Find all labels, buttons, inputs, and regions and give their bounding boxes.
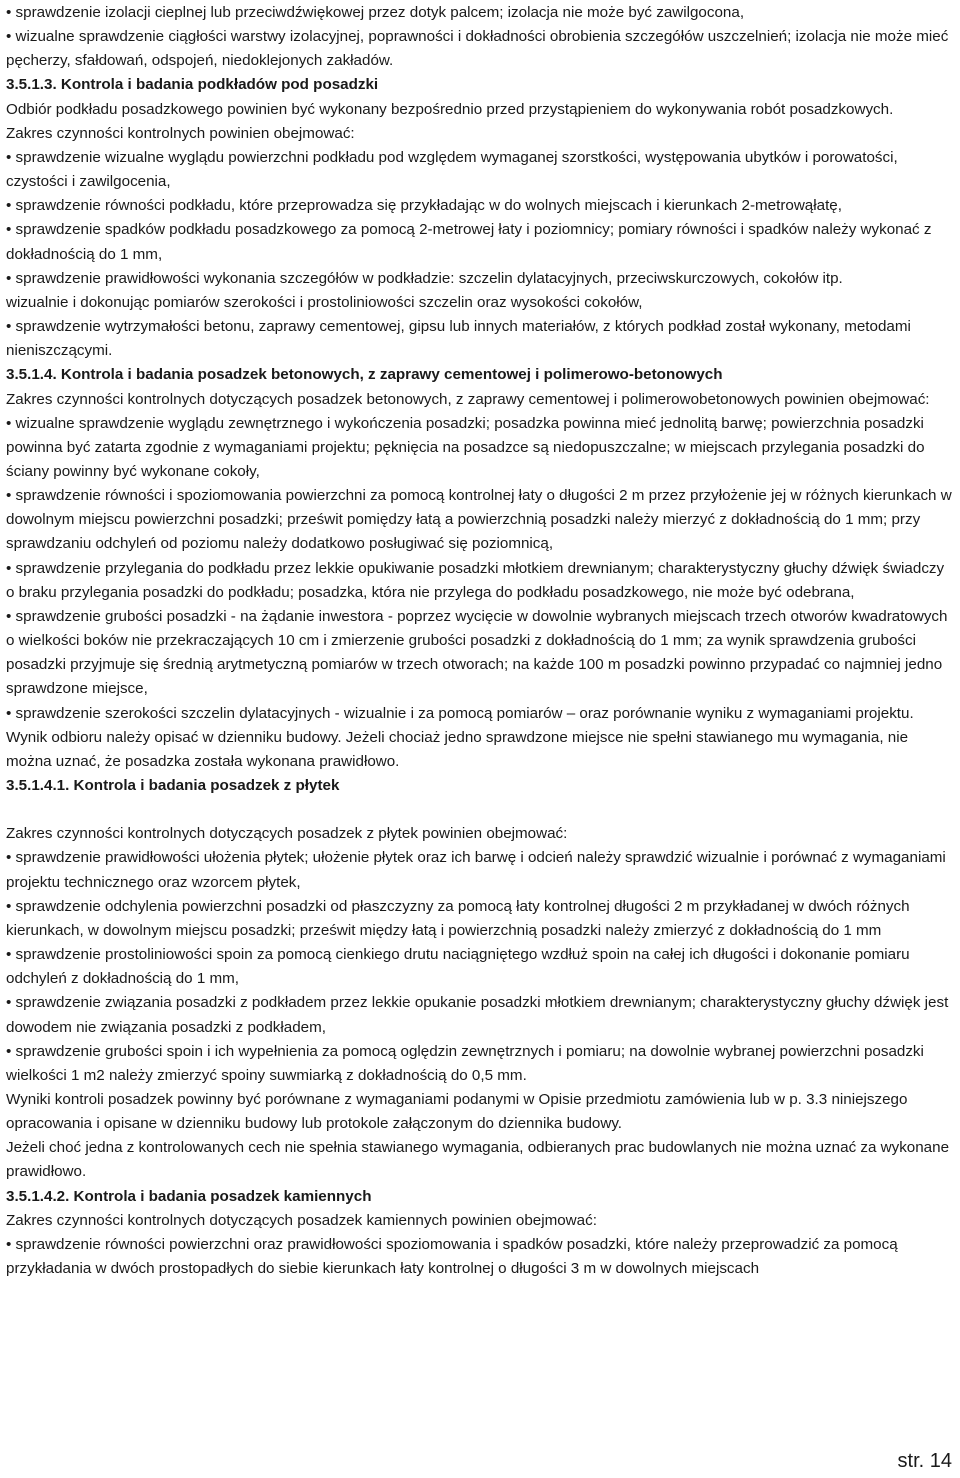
paragraph: • sprawdzenie związania posadzki z podkładem przez lekkie opukanie posadzki młotkiem drewnianym; charakterystyczny głuchy dźwięk jest dowodem nie związania posadzki z podkładem,	[6, 994, 949, 1036]
paragraph: wizualnie i dokonując pomiarów szerokości i prostoliniowości szczelin oraz wysokości cokołów,	[6, 293, 643, 311]
paragraph: • sprawdzenie równości i spoziomowania powierzchni za pomocą kontrolnej łaty o długości 2 m przez przyłożenie jej w różnych kierunkach w dowolnym miejscu powierzchni posadzki; prześwit pomiędzy łatą a powierzchnią posadzki należy mierzyć z dokładnością do 1 mm; przy sprawdzaniu odchyleń od poziomu należy dodatkowo posługiwać się poziomnicą,	[6, 487, 952, 553]
paragraph: • sprawdzenie grubości spoin i ich wypełnienia za pomocą oględzin zewnętrznych i pomiaru; na dowolnie wybranej powierzchni posadzki wielkości 1 m2 należy zmierzyć spoiny suwmiarką z dokładnością do 0,5 mm.	[6, 1042, 924, 1084]
paragraph: Zakres czynności kontrolnych dotyczących posadzek betonowych, z zaprawy cementowej i polimerowobetonowych powinien obejmować:	[6, 390, 930, 408]
paragraph: Zakres czynności kontrolnych dotyczących posadzek z płytek powinien obejmować:	[6, 825, 568, 843]
paragraph: • wizualne sprawdzenie ciągłości warstwy izolacyjnej, poprawności i dokładności obrobienia szczegółów uszczelnień; izolacja nie może mieć pęcherzy, sfałdowań, odspojeń, niedoklejonych zakładów.	[6, 28, 949, 70]
document-body	[6, 0, 954, 1281]
paragraph: Wynik odbioru należy opisać w dzienniku budowy. Jeżeli chociaż jedno sprawdzone miejsce nie spełni stawianego mu wymagania, nie można uznać, że posadzka została wykonana prawidłowo.	[6, 728, 909, 770]
section-heading: 3.5.1.4.2. Kontrola i badania posadzek kamiennych	[6, 1187, 372, 1205]
paragraph: Wyniki kontroli posadzek powinny być porównane z wymaganiami podanymi w Opisie przedmiotu zamówienia lub w p. 3.3 niniejszego opracowania i opisane w dzienniku budowy lub protokole załączonym do dziennika budowy.	[6, 1091, 908, 1133]
paragraph: • sprawdzenie wizualne wyglądu powierzchni podkładu pod względem wymaganej szorstkości, występowania ubytków i porowatości, czystości i zawilgocenia,	[6, 148, 898, 191]
section-heading: 3.5.1.4.1. Kontrola i badania posadzek z płytek	[6, 777, 340, 794]
paragraph: Zakres czynności kontrolnych dotyczących posadzek kamiennych powinien obejmować:	[6, 1211, 597, 1229]
paragraph: • sprawdzenie równości podkładu, które przeprowadza się przykładając w do wolnych miejscach i kierunkach 2-metrowąłatę,	[6, 197, 842, 215]
paragraph: • sprawdzenie wytrzymałości betonu, zaprawy cementowej, gipsu lub innych materiałów, z których podkład został wykonany, metodami nieniszczącymi.	[6, 318, 911, 360]
paragraph	[6, 798, 954, 822]
section-heading: 3.5.1.4. Kontrola i badania posadzek betonowych, z zaprawy cementowej i polimerowo-betonowych	[6, 366, 723, 384]
paragraph: • sprawdzenie odchylenia powierzchni posadzki od płaszczyzny za pomocą łaty kontrolnej długości 2 m przykładanej w dwóch różnych kierunkach, w dowolnym miejscu posadzki; prześwit między łatą i powierzchnią posadzki należy zmierzyć z dokładnością do 1 mm	[6, 897, 910, 939]
paragraph: • sprawdzenie prawidłowości wykonania szczegółów w podkładzie: szczelin dylatacyjnych, przeciwskurczowych, cokołów itp.	[6, 269, 843, 287]
paragraph: Zakres czynności kontrolnych powinien obejmować:	[6, 124, 355, 142]
page-number: str. 14	[897, 1450, 952, 1472]
paragraph: • sprawdzenie izolacji cieplnej lub przeciwdźwiękowej przez dotyk palcem; izolacja nie może być zawilgocona,	[6, 4, 745, 21]
paragraph: • sprawdzenie prostoliniowości spoin za pomocą cienkiego drutu naciągniętego wzdłuż spoin na całej ich długości i dokonanie pomiaru odchyleń z dokładnością do 1 mm,	[6, 946, 910, 988]
paragraph: Jeżeli choć jedna z kontrolowanych cech nie spełnia stawianego wymagania, odbieranych prac budowlanych nie można uznać za wykonane prawidłowo.	[6, 1139, 950, 1181]
paragraph: • sprawdzenie szerokości szczelin dylatacyjnych - wizualnie i za pomocą pomiarów – oraz porównanie wyniku z wymaganiami projektu.	[6, 704, 914, 722]
paragraph: • sprawdzenie grubości posadzki - na żądanie inwestora - poprzez wycięcie w dowolnie wybranych miejscach trzech otworów kwadratowych o wielkości boków nie przekraczających 10 cm i zmierzenie grubości posadzki z dokładnością do 1 mm; za wynik sprawdzenia grubości posadzki przyjmuje się średnią arytmetyczną pomiarów w trzech otworach; na każde 100 m posadzki powinno przypadać co najmniej jedno sprawdzone miejsce,	[6, 607, 948, 698]
paragraph: Odbiór podkładu posadzkowego powinien być wykonany bezpośrednio przed przystąpieniem do wykonywania robót posadzkowych.	[6, 100, 894, 118]
section-heading: 3.5.1.3. Kontrola i badania podkładów pod posadzki	[6, 76, 379, 94]
paragraph: • sprawdzenie równości powierzchni oraz prawidłowości spoziomowania i spadków posadzki, które należy przeprowadzić za pomocą przykładania w dwóch prostopadłych do siebie kierunkach łaty kontrolnej o długości 3 m w dowolnych miejscach	[6, 1235, 898, 1278]
paragraph: • sprawdzenie spadków podkładu posadzkowego za pomocą 2-metrowej łaty i poziomnicy; pomiary równości i spadków należy wykonać z dokładnością do 1 mm,	[6, 221, 932, 263]
paragraph: • wizualne sprawdzenie wyglądu zewnętrznego i wykończenia posadzki; posadzka powinna mieć jednolitą barwę; powierzchnia posadzki powinna być zatarta zgodnie z wymaganiami projektu; pęknięcia na posadzce są niedopuszczalne; w miejscach przylegania posadzki do ściany powinny być wykonane cokoły,	[6, 414, 925, 480]
paragraph: • sprawdzenie przylegania do podkładu przez lekkie opukiwanie posadzki młotkiem drewnianym; charakterystyczny głuchy dźwięk świadczy o braku przylegania posadzki do podkładu; posadzka, która nie przylega do podkładu posadzkowego, nie może być odebrana,	[6, 559, 945, 601]
paragraph: • sprawdzenie prawidłowości ułożenia płytek; ułożenie płytek oraz ich barwę i odcień należy sprawdzić wizualnie i porównać z wymaganiami projektu technicznego oraz wzorcem płytek,	[6, 849, 946, 891]
